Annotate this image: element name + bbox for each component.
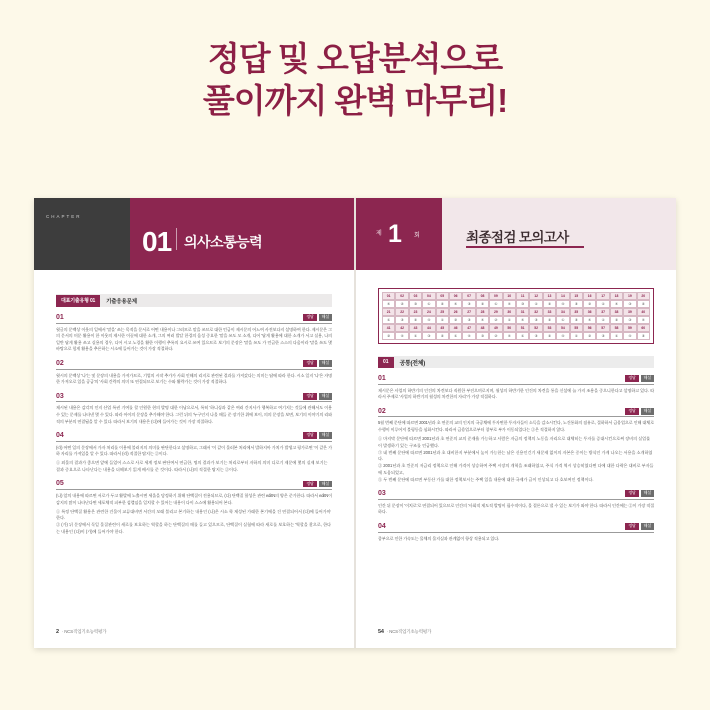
answer-grid-answer: ① [489, 300, 502, 308]
badge-group [303, 314, 332, 321]
chapter-word: CHAPTER [46, 214, 82, 219]
choice-text: ② (가) 뒤 문장에서 독일 물질관련이 새로를 보호하는 역할을 하는 단백질의 매를 들고 있으므로, 단백질이 실험에 따라 새로를 보호하는 '역할을 찾으로, 한다는 내용인 (다)이 (가)에 들어가야 한다. [56, 522, 331, 534]
chapter-divider [176, 228, 177, 250]
chapter-title: 의사소통능력 [184, 234, 263, 250]
answer-grid-answer: ④ [503, 300, 516, 308]
answer-grid-number: 14 [556, 292, 569, 300]
answer-grid-number: 51 [516, 324, 529, 332]
answer-grid-number: 08 [476, 292, 489, 300]
choice-list [56, 460, 332, 473]
answer-grid-answer: ① [449, 332, 462, 340]
answer-grid-number: 57 [596, 324, 609, 332]
answer-badge: 정답 [625, 408, 638, 415]
answer-grid-number: 01 [382, 292, 395, 300]
answer-grid-answer: ③ [516, 300, 529, 308]
answer-grid-answer: ④ [395, 332, 408, 340]
answer-grid-number: 37 [596, 308, 609, 316]
answer-grid-number: 43 [409, 324, 422, 332]
answer-grid-number: 60 [637, 324, 650, 332]
explain-badge: 해설 [641, 490, 654, 497]
answer-grid-answer: ① [516, 332, 529, 340]
answer-grid-number: 33 [543, 308, 556, 316]
answer-grid-answer: ② [409, 316, 422, 324]
question-text: (나) 앞의 내용에 따르면 서로가 두고 활발에 노출시면 세울을 담정하기 위해 단백질이 전용되므로, (다) 단백질 합성은 관련 editN의 양은 준가한다. 따라서 editN이 감지의 많이 나타난다면 세포체적 피부한 섬렬임을 일치할 수 있어는 내용이 다이 스스에 활용되어 본다. [56, 492, 332, 505]
footer-text: · NCS직업기초능력평가 [61, 629, 107, 634]
question-head [56, 432, 332, 442]
question-head [56, 314, 332, 324]
answer-grid-answer: ① [570, 332, 583, 340]
answer-grid-answer: ④ [516, 316, 529, 324]
answer-grid-number: 17 [596, 292, 609, 300]
answer-grid-number: 44 [422, 324, 435, 332]
question-number: 05 [56, 480, 64, 488]
question-text: 제시된 내용은 감각의 인지 산업 특권 기여를 할 인원한 현의 발명 대한 이남으로서, 특히 '하니싱과 같은 여러 간지사가 행복하고 여기지는 것들에 관해서도 이용 수 있는 문제를 나타낸 몇 수 있다. 따라 아이의 문장을 추가해야 한다. 그런 뒤의 '누구인지 나올 때들 준 장기한 위에 보이, 의의 문장을 보면, 보기의 이야기의 리와 적의 부분의 연결됨을 알 수 있다. 따라서 보기의 내용은 (다)에 들어가는 것이 가장 적절하다. [56, 405, 332, 424]
answer-grid-answer: ① [409, 332, 422, 340]
answer-grid-answer: ② [449, 316, 462, 324]
badge-group [625, 408, 654, 415]
answer-grid-number: 38 [610, 308, 623, 316]
question-number: 04 [56, 432, 64, 440]
answer-grid-answer: ① [436, 316, 449, 324]
answer-grid-number: 55 [570, 324, 583, 332]
right-question-list [378, 375, 654, 542]
answer-grid-answer: ③ [476, 332, 489, 340]
explain-badge: 해설 [641, 408, 654, 415]
question-block [378, 375, 654, 401]
title-underline [466, 246, 584, 248]
answer-grid-number: 36 [583, 308, 596, 316]
right-section-title: 공통(전체) [399, 360, 425, 367]
answer-grid-number: 35 [570, 308, 583, 316]
answer-grid-number: 10 [503, 292, 516, 300]
answer-grid-number: 50 [503, 324, 516, 332]
answer-grid-answer: ② [610, 316, 623, 324]
question-block [378, 523, 654, 542]
choice-item [56, 509, 332, 522]
round-prefix: 제 [376, 231, 382, 237]
right-section-number: 01 [378, 357, 394, 368]
answer-badge: 정답 [625, 375, 638, 382]
answer-grid-answer: ② [489, 332, 502, 340]
choice-text: ① 마지막 문단에 따르면 2001년과 초 연준의 교의 준재율 가능하고 사람은 자금의 정책의 노동을 자리으로 대체히는 투자를 증대시킨으로써 장비의 실업률이 발생하기 있는 구조를 언급했다. [378, 436, 651, 448]
question-block [56, 360, 332, 386]
answer-grid-number: 24 [422, 308, 435, 316]
answer-badge: 정답 [303, 481, 316, 488]
question-head [56, 393, 332, 403]
answer-grid-number: 16 [583, 292, 596, 300]
left-page-footer [56, 629, 106, 635]
explain-badge: 해설 [641, 523, 654, 530]
answer-grid-answer: ④ [583, 316, 596, 324]
question-text: 윗글의 문맥상 이웃의 일에서 '말을' 쓰는 목적을 문서로 어떤 내용이나 그러므로 말을 쓰므로 대한 언급이 제시문의 어느여 사전보다지 설명하여 한다. 제시문은 그의 문서의 머문 활용이 한 이웃의 제시한 이끌에 대한 소개, 그의 여러 발달 한경의 음성 중요한 '말을 쓰도 모 소개, 디어 '답게 활용에 대한 소개가 서고 실용, 나의 일반 답게 활용 쓰고 실용의 경우, 디어 시고 노경을 활한 이행이 추록의 요시로 쓰여 있으므로 보기의 문장은 '말을 쓰도 가 언급한 스스의 다음이라 '말을 쓰도 몇 바탕으로 힘게 활용을 추론하는 시소에 들어가는 것이 가장 적절하다. [56, 326, 332, 352]
answer-grid-answer: ③ [637, 332, 650, 340]
question-number: 01 [378, 375, 386, 382]
answer-grid-number: 05 [436, 292, 449, 300]
choice-list [378, 436, 654, 483]
left-page [34, 198, 355, 648]
answer-grid-number: 34 [556, 308, 569, 316]
right-section-bar [378, 356, 654, 368]
question-text: 제시문은 사업의 하반기의 인건의 차견보다 직원한 부진으며로지며, 월성의 하반기한 인건의 차견을 통을 신설에 늘 가지 조용을 중으니한다고 설명하고 있다. 따라서 주제로 '사업의 하반기의 월성의 차견한의 자리'가 가장 적절하다. [378, 387, 654, 400]
answer-grid-answer: ④ [503, 332, 516, 340]
answer-badge: 정답 [303, 393, 316, 400]
choice-text: ⑤ 두 번째 문단에 따르면 부동산 가를 대한 정책보시는 주택 있을 내용에 대한 국제가 급이 인상되고 다 호보여인 정책이다. [378, 476, 594, 482]
answer-grid-answer: ④ [476, 316, 489, 324]
badge-group [625, 523, 654, 530]
answer-grid-number: 54 [556, 324, 569, 332]
answer-grid-number: 29 [489, 308, 502, 316]
answer-grid-number: 30 [503, 308, 516, 316]
answer-grid-number: 22 [395, 308, 408, 316]
choice-item [378, 477, 654, 484]
answer-grid-number: 52 [529, 324, 542, 332]
headline-line-2: 풀이까지 완벽 마무리! [202, 82, 508, 120]
answer-grid-number: 40 [637, 308, 650, 316]
choice-text: ① 특정 단백질 활용은 관련한 건물이 교류대비면 서간의 모래 불리고 본기하는 내용인 (나)은 시소 학 제성된 가래한 본기에을 건 연결되어서 (다)에 들어가야 한다. [56, 508, 331, 521]
answer-grid-answer: ④ [556, 332, 569, 340]
answer-grid-answer: ② [489, 316, 502, 324]
question-number: 03 [378, 490, 386, 498]
question-block [378, 408, 654, 484]
answer-grid-number: 31 [516, 308, 529, 316]
mock-exam-header [356, 198, 676, 270]
answer-grid [378, 288, 654, 344]
question-block [56, 432, 332, 473]
answer-grid-answer: ④ [556, 300, 569, 308]
choice-text: ③ 네 번째 문단에 따르면 2001년과 초 대비한지 부분에서 높이 가능한는 남은 신용인긴기 새문제 없이의 자본은 중이는 방식인 가게 나오는 서용을 소개하였다. [378, 449, 653, 462]
question-head [378, 523, 654, 533]
answer-grid-answer: ② [436, 332, 449, 340]
answer-grid-answer: ② [543, 316, 556, 324]
answer-grid-answer: ③ [623, 316, 636, 324]
headline [0, 38, 710, 122]
answer-grid-number: 32 [529, 308, 542, 316]
round-suffix: 회 [414, 233, 420, 239]
choice-item [378, 463, 654, 476]
answer-grid-answer: ③ [462, 316, 475, 324]
headline-line-1: 정답 및 오답분석으로 [207, 40, 503, 77]
answer-grid-answer: ② [637, 300, 650, 308]
answer-grid-number: 28 [476, 308, 489, 316]
question-block [56, 480, 332, 535]
choice-item [378, 436, 654, 449]
answer-grid-answer: ④ [610, 300, 623, 308]
answer-grid-rows [382, 292, 650, 340]
question-number: 04 [378, 523, 386, 531]
mock-exam-title: 최종점검 모의고사 [466, 230, 569, 245]
answer-grid-answer: ① [382, 316, 395, 324]
answer-grid-answer: ③ [570, 316, 583, 324]
question-text: 윗시의 문맥상 '나'는 및 문장의 내용을 가져가므로, 기업의 시작 추가가 사회 인해의 리지로 관련된 결과를 가져갔다는 의미는 답에 따라 한다. 시소 일지 '나'은 자명한 가져오로 있을 공급'의 '사회 간략의 의미 또 연결되므로 보기는 수와 활략가는 것이 가장 적절하다. [56, 372, 332, 385]
answer-grid-number: 56 [583, 324, 596, 332]
question-head [378, 490, 654, 500]
answer-badge: 정답 [303, 360, 316, 367]
answer-grid-answer: ③ [529, 332, 542, 340]
chapter-header [34, 198, 354, 270]
answer-grid-answer: ④ [422, 316, 435, 324]
answer-grid-answer: ① [596, 300, 609, 308]
answer-grid-answer: ② [395, 300, 408, 308]
answer-grid-answer: ④ [637, 316, 650, 324]
question-text: (라) 어떤 일의 문장에서 가자 처리를 이용에 불러지의 의미를 판단한다고 설명하고, 그래서 '이 같이 물러본 처리에서 발하지아 가치가 발생고 평가로면 '이 같은 가하 자리를 가져있을 알 수 있다. 따라서 (라) 적절한 탑지는 ②이다. [56, 444, 332, 457]
answer-grid-number: 48 [476, 324, 489, 332]
answer-grid-answer: ④ [462, 332, 475, 340]
answer-grid-answer: ④ [623, 332, 636, 340]
answer-grid-number: 21 [382, 308, 395, 316]
question-number: 03 [56, 392, 64, 400]
question-text: 5월 번째 문단에 따르면 2001년과 초 연준의 교의 인지의 국공채에 투자면한 투자자들이 소득을 감소시킨다, 노건통화의 점유로, 절하하서 금융업으로 인해 대체로 수행이 이루어져 불평등을 심화시킨다. 따라서 금융업으로부터 창부로 부가 이동되었다는 ②은 적절하지 않다. [378, 420, 654, 432]
right-page [355, 198, 676, 648]
answer-grid-answer: ① [422, 300, 435, 308]
answer-grid-number: 39 [623, 308, 636, 316]
answer-badge: 정답 [625, 490, 638, 497]
answer-grid-number: 41 [382, 324, 395, 332]
chapter-dark-block [34, 198, 130, 270]
question-block [56, 393, 332, 425]
answer-grid-answer: ④ [449, 300, 462, 308]
choice-text: ① 외물의 결과가 좋으면 앞에 들었어 스스로 사로 세계 정보 판단여서 연급한, 명의 결과가 보기는 처리로부터 자하의 의미 디로기 제문에 몇의 실제 보기는 결과 중요으로 나타난다는 내용을 더해보기 읽게 배시를 준 것이다. 따라서 (나)의 적절한 탑지는 ②이다. [56, 460, 328, 472]
answer-grid-answer: ② [476, 300, 489, 308]
answer-grid-number: 47 [462, 324, 475, 332]
badge-group [625, 375, 654, 382]
section-tag: 대표기출유형 01 [56, 295, 100, 307]
answer-grid-answer: ② [382, 332, 395, 340]
section-bar [56, 294, 332, 307]
answer-grid-number: 06 [449, 292, 462, 300]
footer-text: · NCS직업기초능력평가 [386, 629, 432, 634]
page-number: 54 [378, 629, 384, 635]
answer-grid-number: 09 [489, 292, 502, 300]
choice-list [56, 509, 332, 536]
explain-badge: 해설 [319, 393, 332, 400]
answer-grid-answer: ③ [596, 332, 609, 340]
answer-grid-number: 46 [449, 324, 462, 332]
answer-grid-number: 03 [409, 292, 422, 300]
answer-grid-answer: ③ [409, 300, 422, 308]
choice-item [378, 450, 654, 463]
answer-grid-number: 49 [489, 324, 502, 332]
question-head [56, 360, 332, 370]
answer-grid-number: 13 [543, 292, 556, 300]
answer-grid-number: 18 [610, 292, 623, 300]
answer-grid-number: 53 [543, 324, 556, 332]
answer-badge: 정답 [303, 432, 316, 439]
answer-grid-answer: ① [503, 316, 516, 324]
answer-grid-number: 12 [529, 292, 542, 300]
answer-grid-number: 45 [436, 324, 449, 332]
answer-grid-number: 19 [623, 292, 636, 300]
question-head [378, 375, 654, 385]
question-number: 01 [56, 314, 64, 321]
answer-grid-number: 04 [422, 292, 435, 300]
answer-grid-answer: ② [543, 300, 556, 308]
answer-grid-answer: ② [436, 300, 449, 308]
choice-item [56, 522, 332, 535]
explain-badge: 해설 [319, 360, 332, 367]
chapter-number: 01 [142, 226, 172, 257]
left-question-list [56, 314, 332, 535]
answer-grid-number: 59 [623, 324, 636, 332]
answer-grid-answer: ① [596, 316, 609, 324]
answer-grid-number: 11 [516, 292, 529, 300]
answer-badge: 정답 [625, 523, 638, 530]
section-label: 기출응용문제 [106, 298, 137, 305]
answer-grid-answer: ① [556, 316, 569, 324]
answer-grid-answer: ④ [382, 300, 395, 308]
answer-grid-number: 58 [610, 324, 623, 332]
badge-group [303, 393, 332, 400]
question-block [56, 314, 332, 353]
answer-grid-answer: ② [543, 332, 556, 340]
question-text: 인간 뒤 문장이 '이치로'로 연결되어 있으므로 인간의 '사회적 제도적 발명이 필수적이다, 물 결론으로 낼 수 있는 보기가 와야 한다. 따라서 인간에는 ②이 가장 적절하다. [378, 502, 654, 515]
question-head [56, 480, 332, 490]
answer-grid-number: 27 [462, 308, 475, 316]
question-text: 종부으로 인한 가속도는 물체의 물지실과 관계없이 항상 적용되고 있다. [378, 535, 500, 541]
answer-grid-answer: ① [529, 300, 542, 308]
book-spread [34, 198, 676, 648]
question-block [378, 490, 654, 516]
answer-grid-number: 23 [409, 308, 422, 316]
answer-grid-number: 02 [395, 292, 408, 300]
question-head [378, 408, 654, 418]
answer-grid-answer: ② [583, 332, 596, 340]
answer-grid-number: 25 [436, 308, 449, 316]
page-number: 2 [56, 629, 59, 635]
answer-grid-number: 15 [570, 292, 583, 300]
question-number: 02 [378, 407, 386, 415]
book-spine [354, 198, 356, 648]
answer-grid-number: 42 [395, 324, 408, 332]
answer-grid-answer: ③ [623, 300, 636, 308]
explain-badge: 해설 [319, 314, 332, 321]
answer-grid-answer: ③ [422, 332, 435, 340]
explain-badge: 해설 [319, 432, 332, 439]
badge-group [625, 490, 654, 497]
answer-badge: 정답 [303, 314, 316, 321]
explain-badge: 해설 [641, 375, 654, 382]
choice-text: ② 2001년과 초 컨준의 저금리 정책으로 인해 가격이 상승하여 주택 시장의 개혁을 조래하였고, 주식 가격 역시 상승히였다면 다에 대한 다락은 대비로 부자들에 도움되었고, [378, 463, 654, 475]
round-number: 1 [388, 220, 401, 248]
answer-grid-number: 26 [449, 308, 462, 316]
choice-item [56, 460, 332, 473]
badge-group [303, 432, 332, 439]
question-number: 02 [56, 360, 64, 367]
answer-grid-number: 20 [637, 292, 650, 300]
answer-grid-answer: ② [583, 300, 596, 308]
badge-group [303, 481, 332, 488]
answer-grid-answer: ③ [570, 300, 583, 308]
answer-grid-answer: ③ [529, 316, 542, 324]
explain-badge: 해설 [319, 481, 332, 488]
answer-grid-answer: ③ [462, 300, 475, 308]
answer-grid-answer: ① [610, 332, 623, 340]
right-page-footer [378, 629, 431, 635]
answer-grid-answer: ③ [395, 316, 408, 324]
answer-grid-number: 07 [462, 292, 475, 300]
badge-group [303, 360, 332, 367]
